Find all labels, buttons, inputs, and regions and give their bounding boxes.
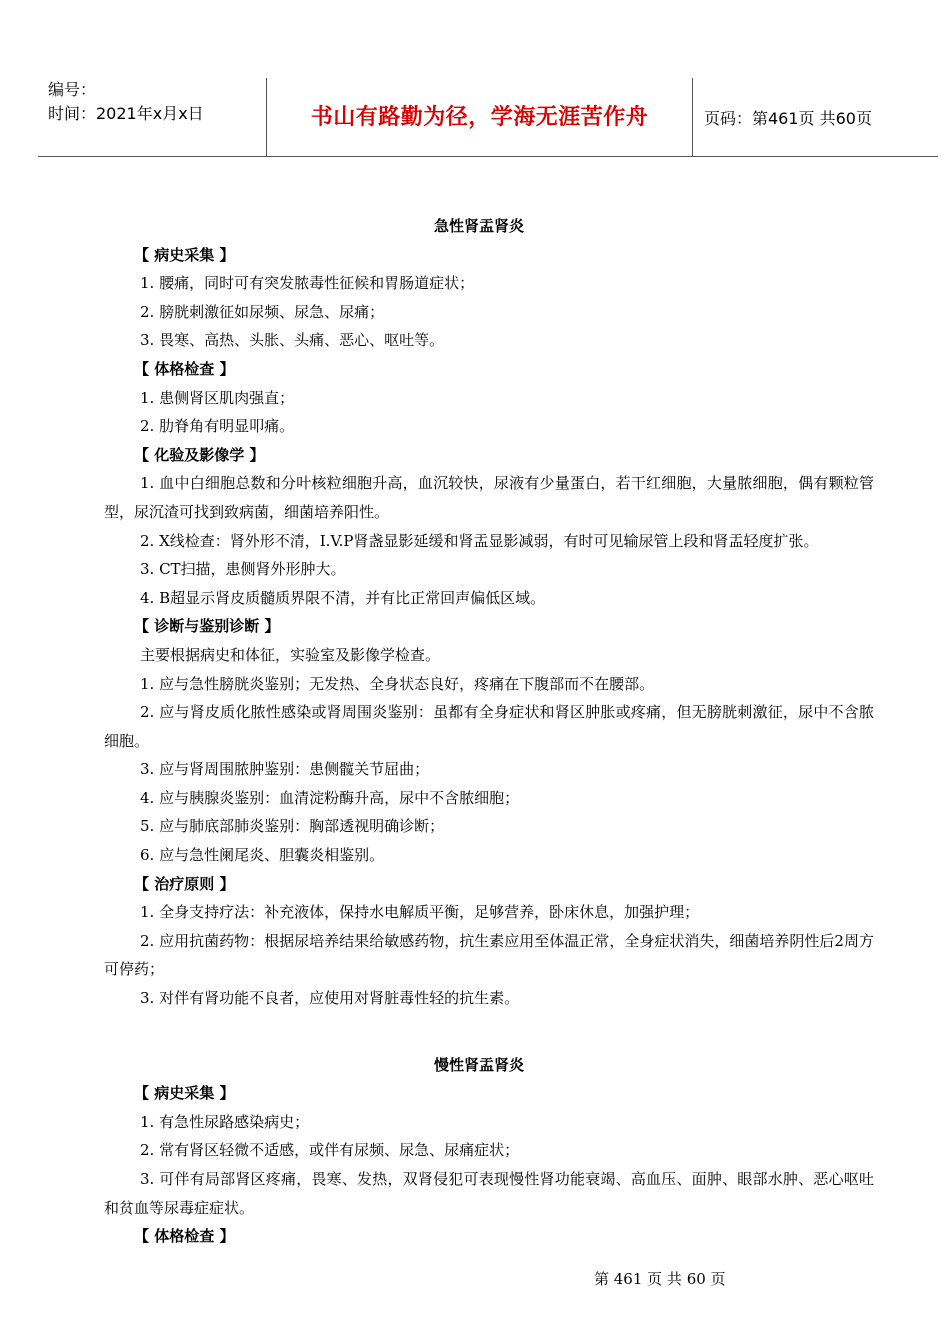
list-item: 3. 应与肾周围脓肿鉴别：患侧髋关节屈曲； xyxy=(140,760,430,779)
list-item: 6. 应与急性阑尾炎、胆囊炎相鉴别。 xyxy=(140,846,385,865)
document-body xyxy=(104,212,874,1251)
list-item: 4. B超显示肾皮质髓质界限不清，并有比正常回声偏低区域。 xyxy=(140,588,546,607)
section-chronic xyxy=(104,1051,874,1251)
list-item: 2. 应用抗菌药物：根据尿培养结果给敏感药物，抗生素应用至体温正常，全身症状消失，细菌培养阴性后2周方可停药； xyxy=(104,931,874,979)
section-title: 急性肾盂肾炎 xyxy=(433,217,524,235)
page-header xyxy=(38,78,938,157)
list-item: 2. 常有肾区轻微不适感，或伴有尿频、尿急、尿痛症状； xyxy=(140,1141,520,1160)
list-item: 1. 腰痛，同时可有突发脓毒性征候和胃肠道症状； xyxy=(140,274,475,293)
list-item: 1. 患侧肾区肌肉强直； xyxy=(140,388,295,407)
page-label: 页码：第461页 共60页 xyxy=(704,109,872,128)
list-item: 2. 膀胱刺激征如尿频、尿急、尿痛； xyxy=(140,302,385,321)
list-item: 2. 应与肾皮质化脓性感染或肾周围炎鉴别：虽都有全身症状和肾区肿胀或疼痛，但无膀胱刺激征，尿中不含脓细胞。 xyxy=(104,703,874,750)
list-item: 2. X线检查：肾外形不清，I.V.P肾盏显影延缓和肾盂显影减弱，有时可见输尿管上段和肾盂轻度扩张。 xyxy=(140,531,819,550)
section-gap xyxy=(104,1013,874,1051)
part-heading: 【 诊断与鉴别诊断 】 xyxy=(134,617,280,636)
list-item: 3. CT扫描，患侧肾外形肿大。 xyxy=(140,560,346,579)
list-item: 2. 肋脊角有明显叩痛。 xyxy=(140,417,295,436)
list-item: 1. 全身支持疗法：补充液体，保持水电解质平衡，足够营养，卧床休息，加强护理； xyxy=(140,903,700,922)
header-meta xyxy=(48,78,268,156)
part-heading: 【 化验及影像学 】 xyxy=(134,445,265,464)
part-heading: 【 体格检查 】 xyxy=(134,359,235,378)
header-divider xyxy=(692,78,693,156)
list-item: 1. 应与急性膀胱炎鉴别；无发热、全身状态良好，疼痛在下腹部而不在腰部。 xyxy=(140,674,655,693)
section-acute xyxy=(104,212,874,1013)
list-item: 5. 应与肺底部肺炎鉴别：胸部透视明确诊断； xyxy=(140,817,445,836)
list-item: 3. 可伴有局部肾区疼痛，畏寒、发热，双肾侵犯可表现慢性肾功能衰竭、高血压、面肿、眼部水肿、恶心呕吐和贫血等尿毒症症状。 xyxy=(104,1170,874,1217)
part-heading: 【 病史采集 】 xyxy=(134,245,235,264)
list-item: 主要根据病史和体征，实验室及影像学检查。 xyxy=(140,645,441,664)
list-item: 3. 对伴有肾功能不良者，应使用对肾脏毒性轻的抗生素。 xyxy=(140,989,520,1008)
section-title: 慢性肾盂肾炎 xyxy=(433,1055,524,1074)
list-item: 3. 畏寒、高热、头胀、头痛、恶心、呕吐等。 xyxy=(140,331,445,350)
number-label: 编号： xyxy=(48,80,97,99)
header-motto: 书山有路勤为径，学海无涯苦作舟 xyxy=(310,105,649,130)
page-footer: 第 461 页 共 60 页 xyxy=(594,1270,726,1288)
list-item: 1. 有急性尿路感染病史； xyxy=(140,1112,310,1131)
part-heading: 【 治疗原则 】 xyxy=(134,874,235,893)
part-heading: 【 病史采集 】 xyxy=(134,1084,235,1103)
list-item: 1. 血中白细胞总数和分叶核粒细胞升高，血沉较快，尿液有少量蛋白，若干红细胞，大量脓细胞，偶有颗粒管型，尿沉渣可找到致病菌，细菌培养阳性。 xyxy=(104,474,874,521)
part-heading: 【 体格检查 】 xyxy=(134,1227,235,1246)
list-item: 4. 应与胰腺炎鉴别：血清淀粉酶升高，尿中不含脓细胞； xyxy=(140,788,520,807)
time-label: 时间：2021年x月x日 xyxy=(48,104,204,123)
